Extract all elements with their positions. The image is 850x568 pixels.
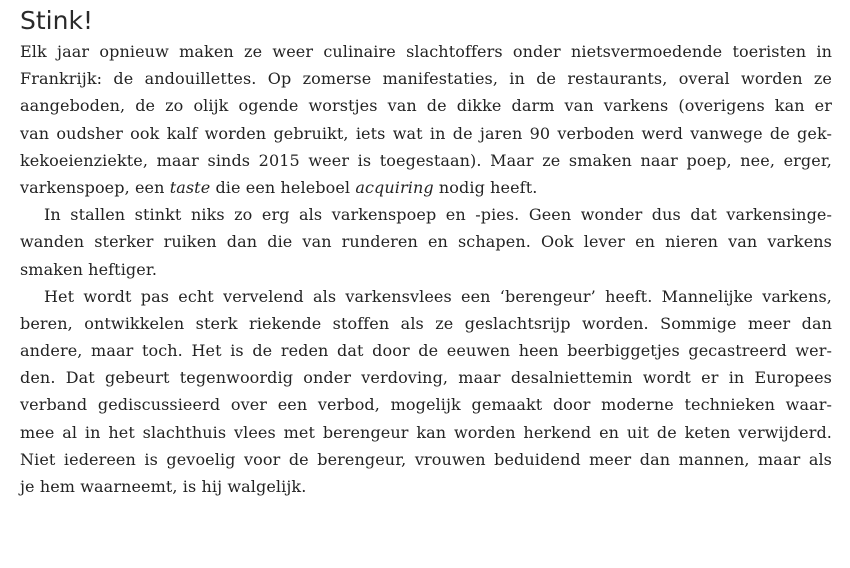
- text-line: verband gediscussieerd over een verbod, mogelijk gemaakt door moderne technieken waar-: [20, 395, 832, 415]
- paragraph-2: [20, 201, 832, 283]
- italic-word: taste: [169, 177, 211, 197]
- text-line: Frankrijk: de andouillettes. Op zomerse manifestaties, in de restaurants, overal worden ze: [20, 69, 832, 89]
- text-line: Elk jaar opnieuw maken ze weer culinaire slachtoffers onder nietsvermoedende toeristen in: [20, 42, 832, 61]
- text-line: varkenspoep, een taste die een heleboel acquiring nodig heeft.: [20, 177, 538, 197]
- text-line: mee al in het slachthuis vlees met berengeur kan worden herkend en uit de keten verwijderd.: [20, 422, 832, 442]
- text-line: Niet iedereen is gevoelig voor de berengeur, vrouwen beduidend meer dan mannen, maar als: [20, 449, 832, 469]
- text-line: den. Dat gebeurt tegenwoordig onder verdoving, maar desalniettemin wordt er in Europees: [20, 368, 832, 388]
- text-line: andere, maar toch. Het is de reden dat door de eeuwen heen beerbiggetjes gecastreerd wer-: [20, 341, 832, 361]
- article-title: Stink!: [20, 6, 93, 35]
- article-body: [20, 38, 832, 500]
- text-line: je hem waarneemt, is hij walgelijk.: [20, 477, 307, 496]
- text-line: kekoeienziekte, maar sinds 2015 weer is toegestaan). Maar ze smaken naar poep, nee, erger,: [20, 150, 832, 170]
- italic-word: acquiring: [355, 177, 434, 197]
- text-line: wanden sterker ruiken dan die van runderen en schapen. Ook lever en nieren van varkens: [20, 232, 832, 252]
- text-line: aangeboden, de zo olijk ogende worstjes van de dikke darm van varkens (overigens kan er: [20, 96, 832, 116]
- text-line: smaken heftiger.: [20, 259, 158, 279]
- text-line: van oudsher ook kalf worden gebruikt, iets wat in de jaren 90 verboden werd vanwege de gek-: [20, 123, 832, 143]
- paragraph-3: [20, 283, 832, 501]
- text-line: Het wordt pas echt vervelend als varkensvlees een ‘berengeur’ heeft. Mannelijke varkens,: [44, 286, 832, 306]
- text-line: In stallen stinkt niks zo erg als varkenspoep en -pies. Geen wonder dus dat varkensinge-: [44, 205, 832, 225]
- paragraph-1: [20, 38, 832, 201]
- text-line: beren, ontwikkelen sterk riekende stoffen als ze geslachtsrijp worden. Sommige meer dan: [20, 313, 832, 333]
